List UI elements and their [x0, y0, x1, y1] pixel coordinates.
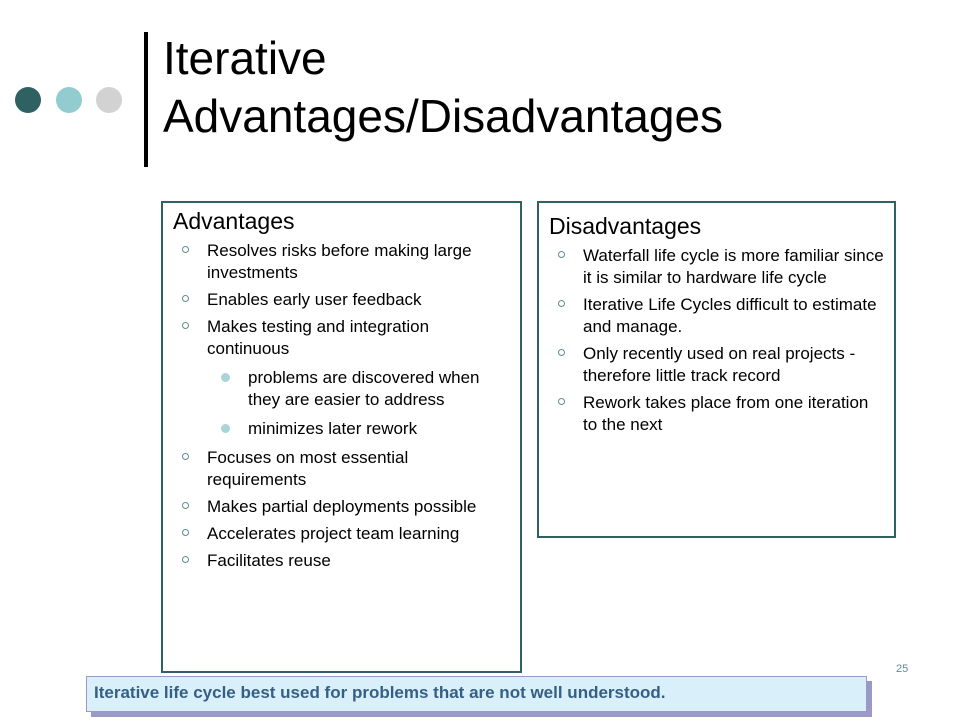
advantages-item-text: Makes testing and integration continuous	[207, 317, 430, 358]
slide-title-line-1: Iterative	[163, 32, 327, 84]
bullet-icon	[558, 251, 565, 258]
advantages-item-text: Focuses on most essential requirements	[207, 448, 409, 489]
advantages-item-text: Enables early user feedback	[207, 290, 422, 309]
sub-bullet-icon	[221, 373, 230, 382]
summary-callout: Iterative life cycle best used for problems that are not well understood.	[86, 676, 867, 712]
disadvantages-heading: Disadvantages	[549, 213, 702, 239]
disadvantages-item-text: Rework takes place from one iteration to the next	[583, 393, 869, 434]
bullet-icon	[182, 453, 189, 460]
bullet-icon	[182, 246, 189, 253]
disadvantages-panel	[537, 201, 896, 538]
advantages-item-text: Makes partial deployments possible	[207, 497, 477, 516]
advantages-item	[173, 496, 510, 518]
advantages-panel	[161, 201, 522, 673]
bullet-icon	[182, 529, 189, 536]
advantages-subitem-text: minimizes later rework	[248, 419, 418, 438]
bullet-icon	[182, 322, 189, 329]
advantages-subitem-text: problems are discovered when they are easier to address	[248, 368, 480, 409]
advantages-subitem	[207, 367, 510, 411]
advantages-item	[173, 316, 510, 440]
disadvantages-item	[549, 294, 884, 338]
bullet-icon	[182, 295, 189, 302]
disadvantages-item-text: Waterfall life cycle is more familiar since it is similar to hardware life cycle	[583, 246, 884, 287]
bullet-icon	[182, 502, 189, 509]
advantages-sublist	[207, 367, 510, 440]
advantages-item-text: Resolves risks before making large investments	[207, 241, 472, 282]
advantages-item	[173, 447, 510, 491]
advantages-heading: Advantages	[173, 208, 295, 234]
decorative-dot-teal	[56, 87, 82, 113]
slide-title	[163, 29, 723, 145]
disadvantages-item-text: Iterative Life Cycles difficult to estimate and manage.	[583, 295, 877, 336]
disadvantages-item	[549, 343, 884, 387]
bullet-icon	[558, 398, 565, 405]
advantages-item	[173, 523, 510, 545]
title-divider	[144, 32, 148, 167]
bullet-icon	[558, 300, 565, 307]
bullet-icon	[182, 556, 189, 563]
page-number: 25	[896, 663, 909, 675]
advantages-item	[173, 240, 510, 284]
advantages-item	[173, 289, 510, 311]
disadvantages-item	[549, 392, 884, 436]
disadvantages-item-text: Only recently used on real projects - therefore little track record	[583, 344, 856, 385]
disadvantages-list	[549, 245, 884, 436]
advantages-subitem	[207, 418, 510, 440]
sub-bullet-icon	[221, 424, 230, 433]
decorative-dot-grey	[96, 87, 122, 113]
advantages-list	[173, 240, 510, 572]
advantages-item-text: Facilitates reuse	[207, 551, 331, 570]
advantages-item	[173, 550, 510, 572]
disadvantages-item	[549, 245, 884, 289]
decorative-dot-dark	[15, 87, 41, 113]
slide-title-line-2: Advantages/Disadvantages	[163, 90, 724, 142]
advantages-item-text: Accelerates project team learning	[207, 524, 460, 543]
bullet-icon	[558, 349, 565, 356]
